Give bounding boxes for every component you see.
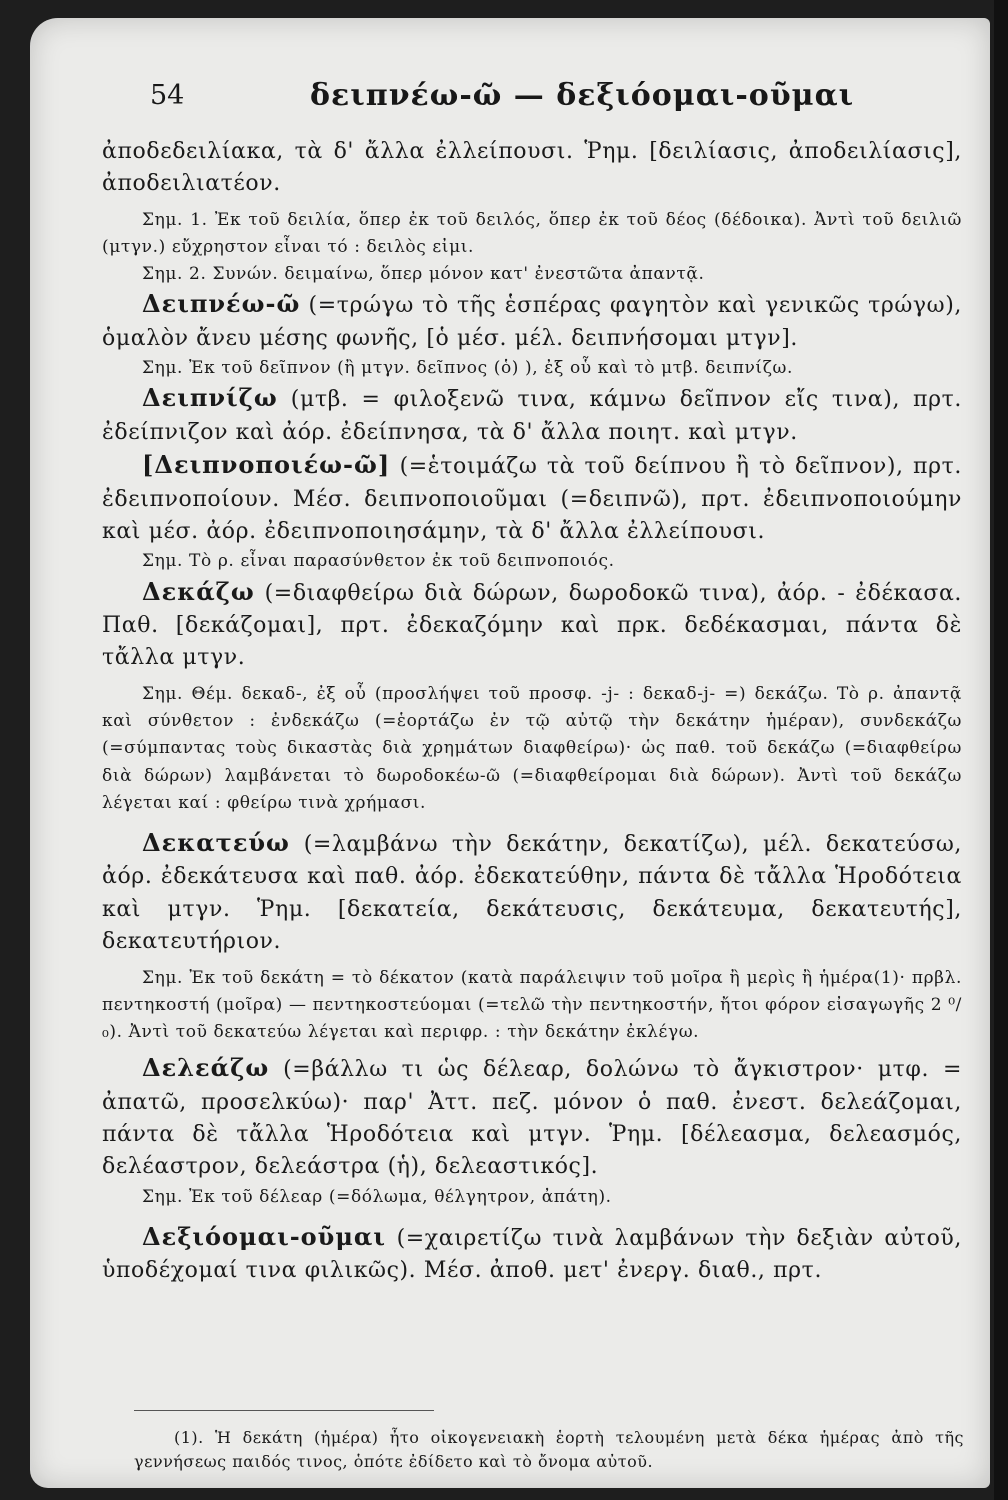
note-1: Σημ. 1. Ἐκ τοῦ δειλία, ὅπερ ἐκ τοῦ δειλός, ὅπερ ἐκ τοῦ δέος (δέδοικα). Ἀντὶ τοῦ δειλιῶ (μτγν.) εὔχρηστον εἶναι τό : δειλὸς εἰμι. [102, 209, 962, 258]
note-deipnopoieo: Σημ. Τὸ ρ. εἶναι παρασύνθετον ἐκ τοῦ δειπνοποιός. [142, 551, 615, 572]
entry-headword: Δειπνίζω [142, 383, 278, 413]
note-dekateuo: Σημ. Ἐκ τοῦ δεκάτη = τὸ δέκατον (κατὰ παράλειψιν τοῦ μοῖρα ἢ μερὶς ἢ ἡμέρα(1)· πρβλ. πεντηκοστή (μοῖρα) — πεντηκοστεύομαι (=τελῶ τὴν πεντηκοστήν, ἤτοι φόρον εἰσαγωγῆς 2 ⁰/₀). Ἀντὶ τοῦ δεκατεύω λέγεται καὶ περιφρ. : τὴν δεκάτην ἐκλέγω. [102, 967, 962, 1042]
entry-headword: Δεξιόομαι-οῦμαι [142, 1221, 386, 1251]
page-number: 54 [150, 80, 185, 111]
footnote-divider [134, 1410, 434, 1411]
page-body [102, 136, 962, 1288]
entry-deipnopoieo: [Δειπνοποιέω-ῶ] (=ἑτοιμάζω τὰ τοῦ δείπνου ἢ τὸ δεῖπνον), πρτ. ἐδειπνοποίουν. Μέσ. δειπνοποιοῦμαι (=δειπνῶ), πρτ. ἐδειπνοποιούμην καὶ μέσ. ἀόρ. ἐδειπνοποιησάμην, τὰ δ' ἄλλα ἐλλείπουσι. [102, 450, 962, 545]
note-dekazo: Σημ. Θέμ. δεκαδ-, ἐξ οὗ (προσλήψει τοῦ προσφ. -j- : δεκαδ-j- =) δεκάζω. Τὸ ρ. ἀπαντᾷ καὶ σύνθετον : ἐνδεκάζω (=ἑορτάζω ἐν τῷ αὐτῷ τὴν δεκάτην ἡμέραν), συνδεκάζω (=σύμπαντας τοὺς δικαστὰς διὰ χρημάτων διαφθείρω)· ὡς παθ. τοῦ δεκάζω (=διαφθείρω διὰ δώρων) λαμβάνεται τὸ δωροδοκέω-ῶ (=διαφθείρομαι διὰ δώρων). Ἀντὶ τοῦ δεκάζω λέγεται καί : φθείρω τινὰ χρήμασι. [102, 683, 962, 813]
page-header [150, 80, 970, 124]
note-deipneo: Σημ. Ἐκ τοῦ δεῖπνον (ἢ μτγν. δεῖπνος (ὁ) ), ἐξ οὗ καὶ τὸ μτβ. δειπνίζω. [142, 358, 793, 379]
entry-deipneo: Δειπνέω-ῶ (=τρώγω τὸ τῆς ἑσπέρας φαγητὸν καὶ γενικῶς τρώγω), ὁμαλὸν ἄνευ μέσης φωνῆς, [ὁ μέσ. μέλ. δειπνήσομαι μτγν]. [102, 289, 962, 351]
entry-headword: Δεκατεύω [142, 827, 290, 857]
footnote: (1). Ἡ δεκάτη (ἡμέρα) ἦτο οἰκογενειακὴ ἑορτὴ τελουμένη μετὰ δέκα ἡμέρας ἀπὸ τῆς γεννήσεως παιδός τινος, ὁπότε ἐδίδετο καὶ τὸ ὄνομα αὐτοῦ. [134, 1428, 964, 1471]
entry-deleazo: Δελεάζω (=βάλλω τι ὡς δέλεαρ, δολώνω τὸ ἄγκιστρον· μτφ. = ἀπατῶ, προσελκύω)· παρ' Ἀττ. πεζ. μόνον ὁ παθ. ἐνεστ. δελεάζομαι, πάντα δὲ τἄλλα Ἡροδότεια καὶ μτγν. Ῥημ. [δέλεασμα, δελεασμός, δελέαστρον, δελεάστρα (ἡ), δελεαστικός]. [102, 1053, 963, 1180]
entry-headword: Δεκάζω [142, 576, 255, 606]
running-title: δειπνέω-ῶ — δεξιόομαι-οῦμαι [310, 78, 855, 113]
entry-headword: [Δειπνοποιέω-ῶ] [142, 450, 391, 480]
scan-edge [994, 0, 1008, 1500]
entry-dexioomai: Δεξιόομαι-οῦμαι (=χαιρετίζω τινὰ λαμβάνων τὴν δεξιὰν αὐτοῦ, ὑποδέχομαί τινα φιλικῶς). Μέσ. ἀποθ. μετ' ἐνεργ. διαθ., πρτ. [102, 1221, 962, 1284]
entry-dekateuo: Δεκατεύω (=λαμβάνω τὴν δεκάτην, δεκατίζω), μέλ. δεκατεύσω, ἀόρ. ἐδεκάτευσα καὶ παθ. ἀόρ. ἐδεκατεύθην, πάντα δὲ τἄλλα Ἡροδότεια καὶ μτγν. Ῥημ. [δεκατεία, δεκάτευσις, δεκάτευμα, δεκατευτής], δεκατευτήριον. [102, 827, 963, 955]
note-2: Σημ. 2. Συνών. δειμαίνω, ὅπερ μόνον κατ' ἐνεστῶτα ἀπαντᾷ. [142, 264, 705, 285]
book-page [30, 18, 990, 1488]
entry-dekazo: Δεκάζω (=διαφθείρω διὰ δώρων, δωροδοκῶ τινα), ἀόρ. - ἐδέκασα. Παθ. [δεκάζομαι], πρτ. ἐδεκαζόμην καὶ πρκ. δεδέκασμαι, πάντα δὲ τἄλλα μτγν. [102, 576, 963, 671]
paragraph-continuation: ἀποδεδειλίακα, τὰ δ' ἄλλα ἐλλείπουσι. Ῥημ. [δειλίασις, ἀποδειλίασις], ἀποδειλιατέον. [102, 139, 962, 197]
entry-headword: Δειπνέω-ῶ [142, 289, 301, 319]
entry-deipnizo: Δειπνίζω (μτβ. = φιλοξενῶ τινα, κάμνω δεῖπνον εἴς τινα), πρτ. ἐδείπνιζον καὶ ἀόρ. ἐδείπνησα, τὰ δ' ἄλλα ποιητ. καὶ μτγν. [102, 383, 963, 445]
entry-headword: Δελεάζω [142, 1053, 270, 1083]
note-deleazo: Σημ. Ἐκ τοῦ δέλεαρ (=δόλωμα, θέλγητρον, ἀπάτη). [142, 1186, 612, 1207]
